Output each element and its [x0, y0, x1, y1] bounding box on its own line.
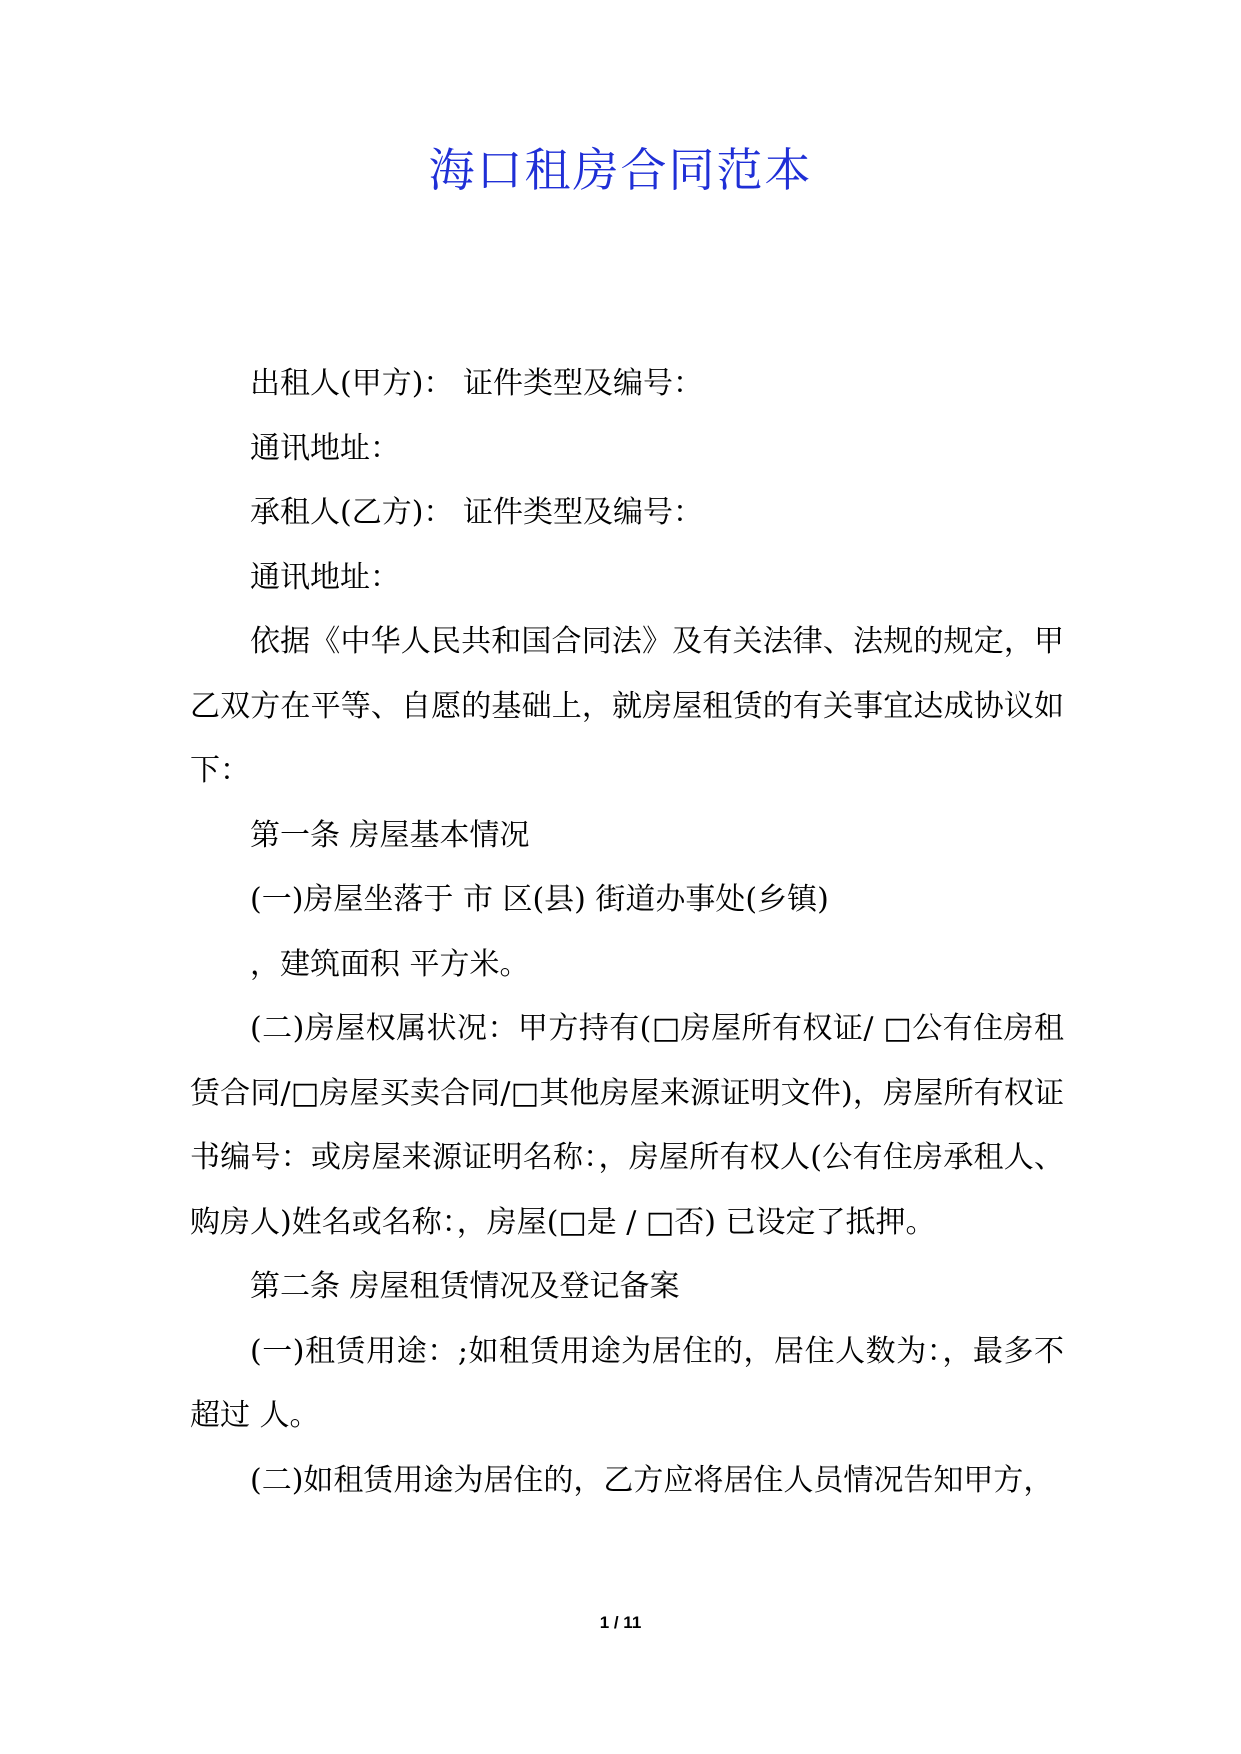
article-2-item-1: (一)租赁用途：;如租赁用途为居住的，居住人数为：，最多不超过 人。: [190, 1333, 1064, 1433]
lessor-line: 出租人(甲方)： 证件类型及编号：: [250, 366, 703, 401]
lessor-address-line: 通讯地址：: [250, 430, 400, 466]
lessee-line: 承租人(乙方)： 证件类型及编号：: [250, 495, 703, 530]
article-2-item-2: (二)如租赁用途为居住的，乙方应将居住人员情况告知甲方，: [250, 1462, 1054, 1498]
article-1-item-1: (一)房屋坐落于 市 区(县) 街道办事处(乡镇): [250, 882, 829, 917]
page-title: 海口租房合同范本: [428, 143, 813, 197]
lessee-address-line: 通讯地址：: [250, 559, 400, 595]
document-body: [190, 352, 1064, 1513]
article-2-heading: 第二条 房屋租赁情况及登记备案: [250, 1269, 680, 1304]
page-number: 1 / 11: [599, 1613, 642, 1632]
article-1-item-2: (二)房屋权属状况：甲方持有(□房屋所有权证/ □公有住房租赁合同/□房屋买卖合同/□其他房屋来源证明文件)，房屋所有权证书编号：或房屋来源证明名称：，房屋所有权人(公有住房承租人、购房人)姓名或名称：，房屋(□是 / □否) 已设定了抵押。: [190, 1011, 1064, 1240]
preamble-paragraph: 依据《中华人民共和国合同法》及有关法律、法规的规定，甲乙双方在平等、自愿的基础上，就房屋租赁的有关事宜达成协议如下：: [190, 624, 1064, 788]
article-1-heading: 第一条 房屋基本情况: [250, 817, 530, 853]
article-1-item-1-area: ，建筑面积 平方米。: [250, 946, 530, 982]
